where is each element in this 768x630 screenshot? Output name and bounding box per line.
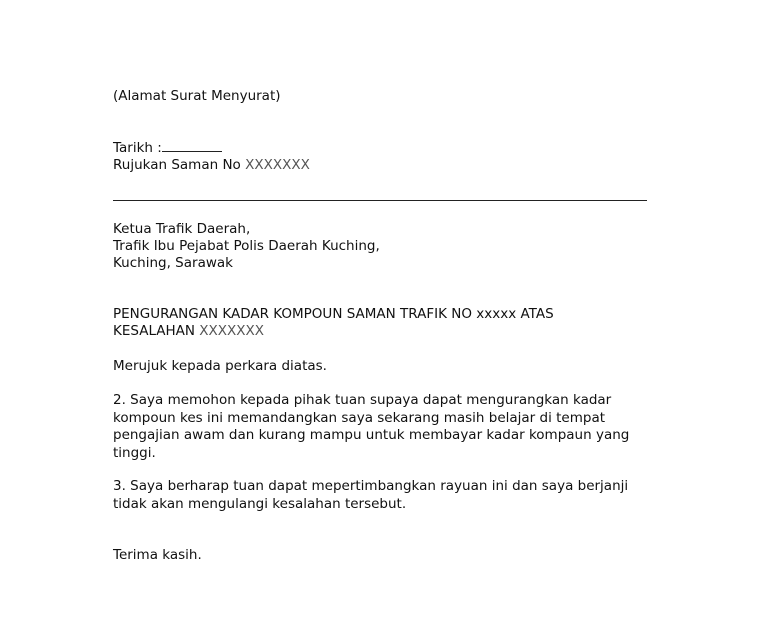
date-line	[113, 139, 653, 157]
date-label: Tarikh :	[113, 140, 162, 156]
recipient-line-1: Ketua Trafik Daerah,	[113, 221, 251, 237]
opening-line: Merujuk kepada perkara diatas.	[113, 358, 327, 374]
address-placeholder: (Alamat Surat Menyurat)	[113, 88, 281, 104]
reference-label: Rujukan Saman No	[113, 157, 241, 173]
subject-line-1: PENGURANGAN KADAR KOMPOUN SAMAN TRAFIK NO xxxxx ATAS	[113, 306, 554, 322]
letter-body	[113, 88, 653, 564]
date-blank	[162, 139, 222, 152]
paragraph-3: 3. Saya berharap tuan dapat mepertimbangkan rayuan ini dan saya berjanji tidak akan mengulangi kesalahan tersebut.	[113, 478, 629, 512]
subject-value: XXXXXXX	[199, 323, 265, 339]
reference-line	[113, 157, 653, 174]
subject-prefix: KESALAHAN	[113, 323, 195, 339]
recipient-line-3: Kuching, Sarawak	[113, 255, 233, 271]
subject-line-2	[113, 323, 653, 340]
paragraph-2: 2. Saya memohon kepada pihak tuan supaya dapat mengurangkan kadar kompoun kes ini memandangkan saya sekarang masih belajar di tempat pengajian awam dan kurang mampu untuk membayar kadar kompaun yang tinggi.	[113, 392, 630, 461]
recipient-line-2: Trafik Ibu Pejabat Polis Daerah Kuching,	[113, 238, 380, 254]
closing-line: Terima kasih.	[113, 547, 202, 563]
reference-value: XXXXXXX	[245, 157, 310, 173]
